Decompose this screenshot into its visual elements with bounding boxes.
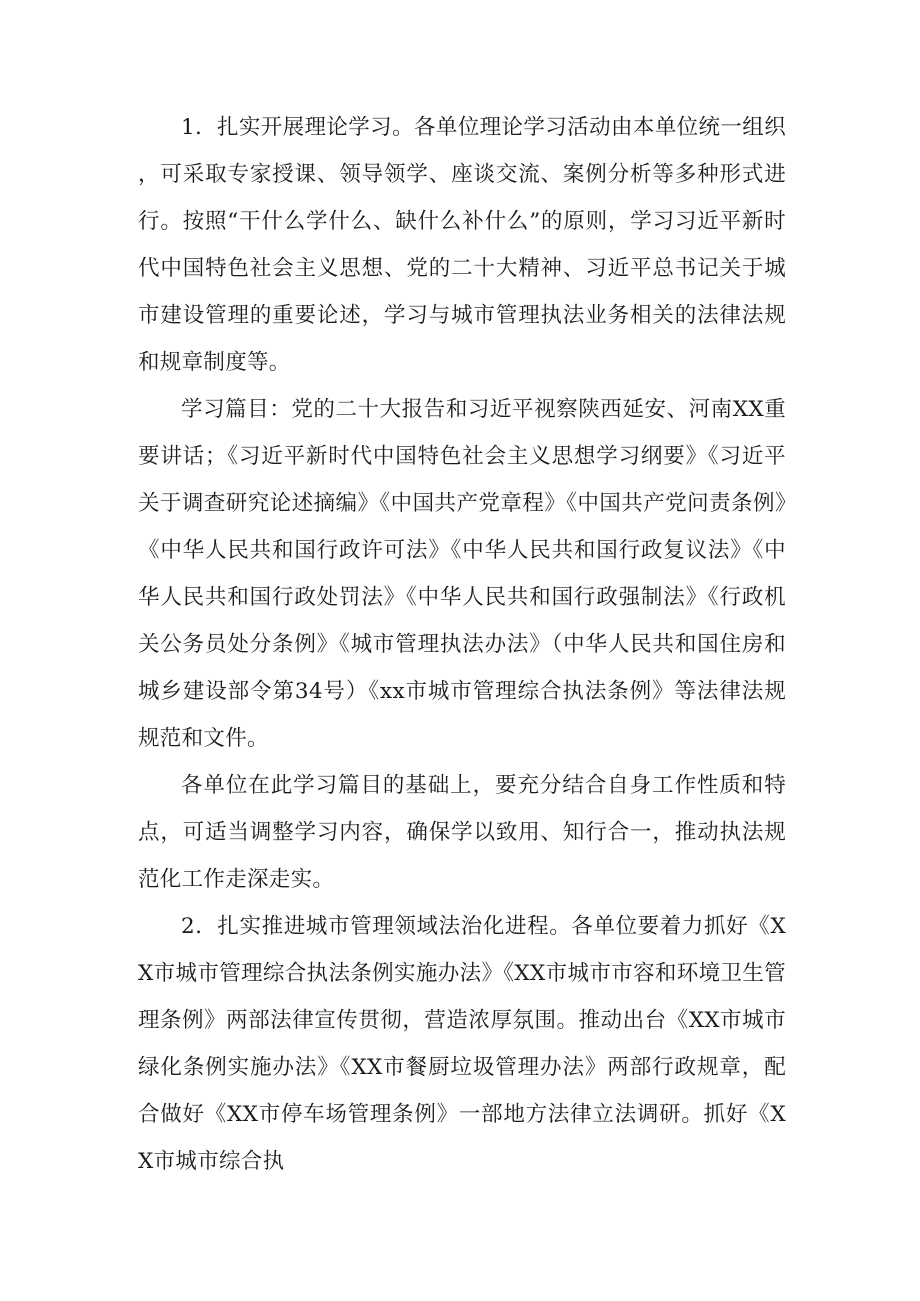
paragraph-theory-study: 1．扎实开展理论学习。各单位理论学习活动由本单位统一组织，可采取专家授课、领导领学、座谈交流、案例分析等多种形式进行。按照“干什么学什么、缺什么补什么”的原则，学习习近平新时代中国特色社会主义思想、党的二十大精神、习近平总书记关于城市建设管理的重要论述，学习与城市管理执法业务相关的法律法规和规章制度等。 (138, 115, 786, 375)
paragraph-adjust-content: 各单位在此学习篇目的基础上，要充分结合自身工作性质和特点，可适当调整学习内容，确保学以致用、知行合一，推动执法规范化工作走深走实。 (138, 773, 786, 892)
paragraph-study-list: 学习篇目：党的二十大报告和习近平视察陕西延安、河南XX重要讲话；《习近平新时代中国特色社会主义思想学习纲要》《习近平关于调查研究论述摘编》《中国共产党章程》《中国共产党问责条例》《中华人民共和国行政许可法》《中华人民共和国行政复议法》《中华人民共和国行政处罚法》《中华人民共和国行政强制法》《行政机关公务员处分条例》《城市管理执法办法》（中华人民共和国住房和城乡建设部令第34号）《xx市城市管理综合执法条例》等法律法规规范和文件。 (138, 397, 786, 751)
document-body (138, 104, 786, 1185)
paragraph-rule-of-law: 2．扎实推进城市管理领域法治化进程。各单位要着力抓好《XX市城市管理综合执法条例实施办法》《XX市城市市容和环境卫生管理条例》两部法律宣传贯彻，营造浓厚氛围。推动出台《XX市城市绿化条例实施办法》《XX市餐厨垃圾管理办法》两部行政规章，配合做好《XX市停车场管理条例》一部地方法律立法调研。抓好《XX市城市综合执 (138, 914, 786, 1174)
